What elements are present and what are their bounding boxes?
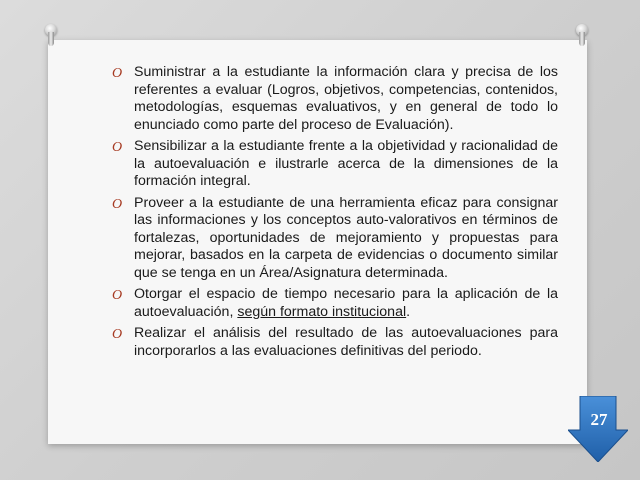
bullet-item — [112, 138, 558, 191]
bullet-marker-icon: O — [112, 288, 123, 303]
page-number: 27 — [590, 410, 608, 429]
bullet-underlined-text: según formato institucional — [237, 303, 407, 320]
bullet-text: Suministrar a la estudiante la información clara y precisa de los referentes a evaluar (Logros, objetivos, competencias, contenidos, metodologías, esquemas evaluativos, y en general de todo lo enunciado como parte del proceso de Evaluación). — [134, 64, 558, 133]
bullet-text: Otorgar el espacio de tiempo necesario para la aplicación de la autoevaluación, — [134, 286, 558, 320]
pushpin-icon — [575, 24, 589, 46]
bullet-text-end: . — [406, 303, 411, 320]
pushpin-icon — [44, 24, 58, 46]
bullet-item — [112, 195, 558, 283]
bullet-marker-icon: O — [112, 66, 123, 81]
bullet-list — [112, 64, 558, 364]
bullet-marker-icon: O — [112, 327, 123, 342]
bullet-text: Realizar el análisis del resultado de las autoevaluaciones para incorporarlos a las evaluaciones definitivas del periodo. — [134, 325, 558, 359]
bullet-item — [112, 325, 558, 360]
bullet-text: Sensibilizar a la estudiante frente a la objetividad y racionalidad de la autoevaluación e ilustrarle acerca de la dimensiones de la formación integral. — [134, 138, 558, 189]
bullet-item — [112, 286, 558, 321]
bullet-marker-icon: O — [112, 140, 123, 155]
bullet-marker-icon: O — [112, 196, 123, 212]
bullet-item — [112, 64, 558, 134]
bullet-text: Proveer a la estudiante de una herramienta eficaz para consignar las informaciones y los conceptos auto-valorativos en términos de fortalezas, oportunidades de mejoramiento y propuestas para mejorar, basados en la carpeta de evidencias o documento similar que se tenga en un Área/Asignatura determinada. — [134, 194, 558, 281]
